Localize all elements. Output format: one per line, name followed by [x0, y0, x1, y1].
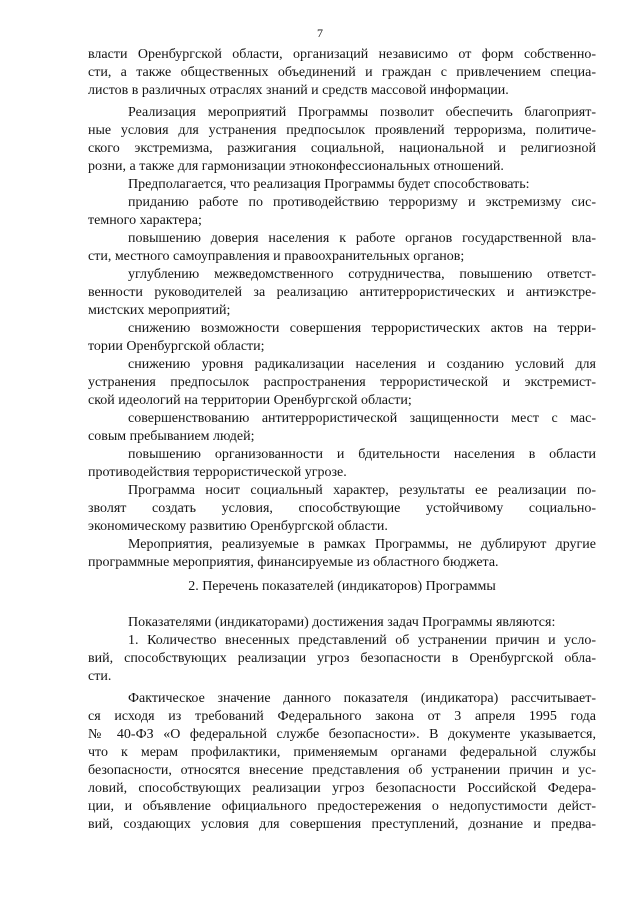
text-line: безопасности, относятся внесение представления об устранении причин и ус- — [88, 763, 596, 778]
text-line: ся исходя из требований Федерального закона от 3 апреля 1995 года — [88, 709, 596, 724]
text-line: тории Оренбургской области; — [88, 339, 265, 354]
text-line: сти, а также общественных объединений и граждан с привлечением специа- — [88, 65, 596, 80]
text-line: 1. Количество внесенных представлений об устранении причин и усло- — [128, 633, 596, 648]
text-line: противодействия террористической угрозе. — [88, 465, 347, 480]
text-line: листов в различных отраслях знаний и средств массовой информации. — [88, 83, 509, 98]
text-line: темного характера; — [88, 213, 202, 228]
text-line: повышению организованности и бдительности населения в области — [128, 447, 596, 462]
text-line: мистских мероприятий; — [88, 303, 231, 318]
text-line: ные условия для устранения предпосылок проявлений терроризма, политиче- — [88, 123, 596, 138]
text-line: Программа носит социальный характер, результаты ее реализации по- — [128, 483, 596, 498]
text-line: власти Оренбургской области, организаций независимо от форм собственно- — [88, 47, 596, 62]
text-line: приданию работе по противодействию терроризму и экстремизму сис- — [128, 195, 596, 210]
text-line: снижению уровня радикализации населения и созданию условий для — [128, 357, 596, 372]
text-line: розни, а также для гармонизации этноконфессиональных отношений. — [88, 159, 504, 174]
text-line: ловий, способствующих реализации угроз безопасности Российской Федера- — [88, 781, 596, 796]
text-line: углублению межведомственного сотрудничества, повышению ответст- — [128, 267, 596, 282]
text-line: совым пребыванием людей; — [88, 429, 255, 444]
section-heading: 2. Перечень показателей (индикаторов) Программы — [188, 579, 496, 594]
text-line: Фактическое значение данного показателя (индикатора) рассчитывает- — [128, 691, 596, 706]
text-line: ции, и объявление официального предостережения о недопустимости дейст- — [88, 799, 596, 814]
text-line: венности руководителей за реализацию антитеррористических и антиэкстре- — [88, 285, 596, 300]
text-line: сти, местного самоуправления и правоохранительных органов; — [88, 249, 465, 264]
text-line: что к мерам профилактики, применяемым органами федеральной службы — [88, 745, 596, 760]
text-line: вий, способствующих реализации угроз безопасности в Оренбургской обла- — [88, 651, 596, 666]
text-line: повышению доверия населения к работе органов государственной вла- — [128, 231, 596, 246]
text-line: совершенствованию антитеррористической защищенности мест с мас- — [128, 411, 596, 426]
text-line: зволят создать условия, способствующие устойчивому социально- — [88, 501, 596, 516]
text-line: вий, создающих условия для совершения преступлений, дознание и предва- — [88, 817, 596, 832]
text-line: снижению возможности совершения террористических актов на терри- — [128, 321, 596, 336]
text-line: ской идеологий на территории Оренбургской области; — [88, 393, 412, 408]
text-line: экономическому развитию Оренбургской области. — [88, 519, 388, 534]
text-line: устранения предпосылок распространения террористической и экстремист- — [88, 375, 596, 390]
page-number: 7 — [317, 26, 323, 40]
text-line: Показателями (индикаторами) достижения задач Программы являются: — [128, 615, 556, 630]
text-line: № 40-ФЗ «О федеральной службе безопасности». В документе указывается, — [88, 727, 596, 742]
text-line: Предполагается, что реализация Программы будет способствовать: — [128, 177, 530, 192]
text-line: ского экстремизма, разжигания социальной, национальной и религиозной — [88, 141, 596, 156]
text-line: Реализация мероприятий Программы позволит обеспечить благоприят- — [128, 105, 596, 120]
text-line: сти. — [88, 669, 112, 684]
text-line: Мероприятия, реализуемые в рамках Программы, не дублируют другие — [128, 537, 596, 552]
text-line: программные мероприятия, финансируемые из областного бюджета. — [88, 555, 499, 570]
